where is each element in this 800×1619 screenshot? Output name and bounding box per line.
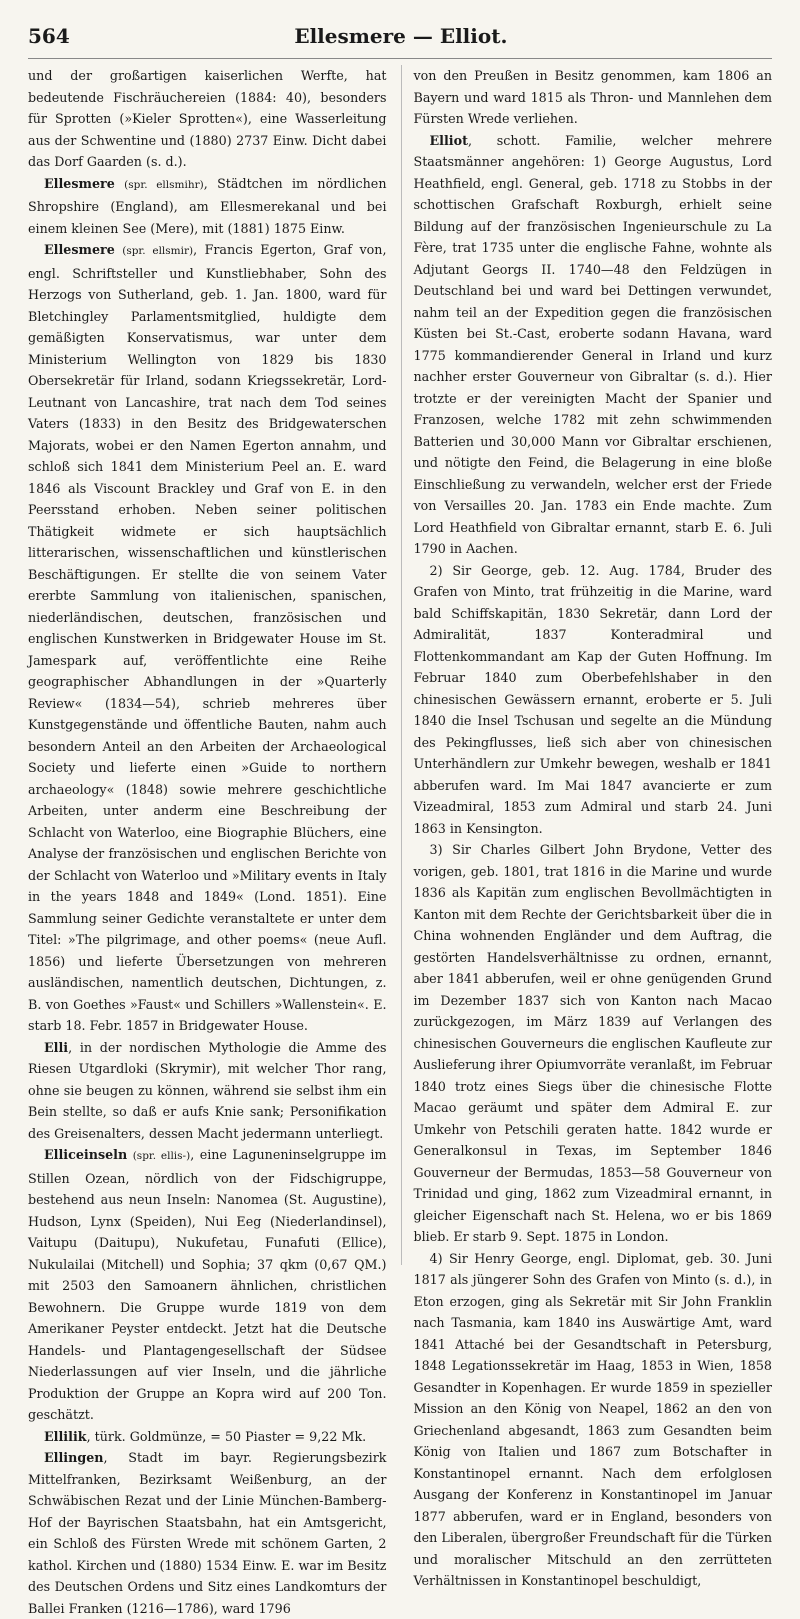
entry-headword: Elliceinseln (44, 1147, 128, 1162)
entry-elliceinseln (28, 1144, 387, 1426)
entry-ellesmere-earl (28, 239, 387, 1037)
running-head: Ellesmere — Elliot. (294, 24, 508, 48)
pronunciation: (spr. ellis-) (132, 1150, 191, 1162)
entry-continuation: und der großartigen kaiserlichen Werfte, hat bedeutende Fischräuchereien (1884: 40), besonders für Sprotten (»Kieler Sprotten«), eine Wasserleitung aus der Schwentine und (1880) 2737 Einw. Dicht dabei das Dorf Gaarden (s. d.). (28, 68, 387, 169)
entry-elli (28, 1037, 387, 1145)
entry-headword: Ellesmere (44, 175, 115, 191)
pronunciation: (spr. ellsmir) (122, 245, 194, 257)
entry-elliot (414, 130, 773, 560)
page-number: 564 (28, 24, 70, 48)
entry-ellesmere-town (28, 173, 387, 240)
entry-elliot-3: 3) Sir Charles Gilbert John Brydone, Vetter des vorigen, geb. 1801, trat 1816 in die Marine und wurde 1836 als Kapitän zum englischen Bevollmächtigten in Kanton mit dem Rechte der Gerichtsbarkeit über die in China wohnenden Engländer und dem Auftrag, die gestörten Handelsverhältnisse zu ordnen, ernannt, aber 1841 abberufen, weil er ohne genügenden Grund im Dezember 1837 sich von Kanton nach Macao zurückgezogen, im März 1839 auf Verlangen des chinesischen Gouverneurs die englischen Kaufleute zur Auslieferung ihrer Opiumvorräte veranlaßt, im Februar 1840 trotz eines Siegs über die chinesische Flotte Macao geräumt und später dem Admiral E. zur Umkehr von Petschili geraten hatte. 1842 wurde er Generalkonsul in Texas, im September 1846 Gouverneur der Bermudas, 1853—58 Gouverneur von Trinidad und ging, 1862 zum Vizeadmiral ernannt, in gleicher Eigenschaft nach St. Helena, wo er bis 1869 blieb. Er starb 9. Sept. 1875 in London. (413, 842, 772, 1244)
entry-headword: Elliot (429, 132, 468, 148)
entry-text: , Stadt im bayr. Regierungsbezirk Mittelfranken, Bezirksamt Weißenburg, an der Schwäbischen Rezat und der Linie München-Bamberg-Hof der Bayrischen Staatsbahn, hat ein Amtsgericht, ein Schloß des Fürsten Wrede mit schönem Garten, 2 kathol. Kirchen und (1880) 1534 Einw. E. war im Besitz des Deutschen Ordens und Sitz eines Landkomturs der Ballei Franken (1216—1786), ward 1796 (28, 1450, 387, 1616)
entry-headword: Ellesmere (44, 242, 115, 257)
left-column (28, 65, 387, 1616)
entry-headword: Elli (44, 1039, 69, 1055)
entry-elliot-4: 4) Sir Henry George, engl. Diplomat, geb. 30. Juni 1817 als jüngerer Sohn des Grafen von Minto (s. d.), in Eton erzogen, ging als Sekretär mit Sir John Franklin nach Tasmania, kam 1840 ins Auswärtige Amt, ward 1841 Attaché bei der Gesandtschaft in Petersburg, 1848 Legationssekretär im Haag, 1853 in Wien, 1858 Gesandter in Kopenhagen. Er wurde 1859 in spezieller Mission an den König von Neapel, 1862 an den von Griechenland abgesandt, 1863 zum Gesandten beim König von Italien und 1867 zum Botschafter in Konstantinopel ernannt. Nach dem erfolglosen Ausgang der Konferenz in Konstantinopel im Januar 1877 abberufen, ward er in England, besonders von den Liberalen, übergroßer Freundschaft für die Türken und moralischer Mitschuld an den zerrütteten Verhältnissen in Konstantinopel beschuldigt, (413, 1250, 772, 1588)
entry-continuation: von den Preußen in Besitz genommen, kam 1806 an Bayern und ward 1815 als Thron- und Mannlehen dem Fürsten Wrede verliehen. (413, 68, 772, 126)
entry-text: , schott. Familie, welcher mehrere Staatsmänner angehören: 1) George Augustus, Lord Heathfield, engl. General, geb. 1718 zu Stobbs in der schottischen Grafschaft Roxburgh, erhielt seine Bildung auf der französischen Ingenieurschule zu La Fère, trat 1735 unter die englische Fahne, wohnte als Adjutant Georgs II. 1740—48 den Feldzügen in Deutschland bei und ward bei Dettingen verwundet, nahm teil an der Expedition gegen die französischen Küsten bei St.-Cast, eroberte sodann Havana, ward 1775 kommandierender General in Irland und kurz nachher erster Gouverneur von Gibraltar (s. d.). Hier trotzte er der vereinigten Macht der Spanier und Franzosen, welche 1782 mit zehn schwimmenden Batterien und 30,000 Mann vor Gibraltar erschienen, und nötigte den Feind, die Belagerung in eine bloße Einschließung zu verwandeln, welcher erst der Friede von Versailles 20. Jan. 1783 ein Ende machte. Zum Lord Heathfield von Gibraltar ernannt, starb E. 6. Juli 1790 in Aachen. (413, 132, 772, 556)
entry-ellilik (28, 1426, 387, 1448)
entry-headword: Ellingen (44, 1450, 104, 1465)
pronunciation: (spr. ellsmihr) (124, 178, 204, 191)
entry-text: , Francis Egerton, Graf von, engl. Schriftsteller und Kunstliebhaber, Sohn des Herzogs von Sutherland, geb. 1. Jan. 1800, ward für Bletchingley Parlamentsmitglied, huldigte dem gemäßigten Konservatismus, war unter dem Ministerium Wellington von 1829 bis 1830 Obersekretär für Irland, sodann Kriegssekretär, Lord-Leutnant von Lancashire, trat nach dem Tod seines Vaters (1833) in den Besitz des Bridgewaterschen Majorats, wobei er den Namen Egerton annahm, und schloß sich 1841 dem Ministerium Peel an. E. ward 1846 als Viscount Brackley und Graf von E. in den Peersstand erhoben. Neben seiner politischen Thätigkeit widmete er sich hauptsächlich litterarischen, wissenschaftlichen und künstlerischen Beschäftigungen. Er stellte die von seinem Vater ererbte Sammlung von italienischen, spanischen, niederländischen, deutschen, französischen und englischen Kunstwerken in Bridgewater House im St. Jamespark auf, veröffentlichte eine Reihe geographischer Abhandlungen in der »Quarterly Review« (1834—54), schrieb mehreres über Kunstgegenstände und öffentliche Bauten, nahm auch besondern Anteil an den Arbeiten der Archaeological Society und lieferte einen »Guide to northern archaeology« (1848) sowie mehrere geschichtliche Arbeiten, unter anderm eine Beschreibung der Schlacht von Waterloo, eine Biographie Blüchers, eine Analyse der französischen und englischen Berichte von der Schlacht von Waterloo und »Military events in Italy in the years 1848 and 1849« (Lond. 1851). Eine Sammlung seiner Gedichte veranstaltete er unter dem Titel: »The pilgrimage, and other poems« (neue Aufl. 1856) und lieferte Übersetzungen von mehreren ausländischen, namentlich deutschen, Dichtungen, z. B. von Goethes »Faust« und Schillers »Wallenstein«. E. starb 18. Febr. 1857 in Bridgewater House. (28, 242, 387, 1033)
page-header (28, 24, 772, 59)
entry-text: , Städtchen im nördlichen Shropshire (England), am Ellesmerekanal und bei einem kleinen See (Mere), mit (1881) 1875 Einw. (28, 175, 387, 236)
entry-ellingen (28, 1447, 387, 1619)
entry-elliot-2: 2) Sir George, geb. 12. Aug. 1784, Bruder des Grafen von Minto, trat frühzeitig in die Marine, ward bald Schiffskapitän, 1830 Sekretär, dann Lord der Admiralität, 1837 Konteradmiral und Flottenkommandant am Kap der Guten Hoffnung. Im Februar 1840 zum Oberbefehlshaber in den chinesischen Gewässern ernannt, eroberte er 5. Juli 1840 die Insel Tschusan und segelte an die Mündung des Pekingflusses, ließ sich aber von chinesischen Unterhändlern zur Umkehr bewegen, weshalb er 1841 abberufen ward. Im Mai 1847 avancierte er zum Vizeadmiral, 1853 zum Admiral und starb 24. Juni 1863 in Kensington. (413, 562, 772, 836)
text-columns (28, 65, 772, 1616)
entry-text: , in der nordischen Mythologie die Amme des Riesen Utgardloki (Skrymir), mit welcher Thor rang, ohne sie beugen zu können, während sie selbst ihm ein Bein stellte, so daß er aufs Knie sank; Personifikation des Greisenalters, dessen Macht jedermann unterliegt. (28, 1039, 387, 1141)
entry-headword: Ellilik (44, 1428, 87, 1444)
right-column (401, 65, 773, 1588)
entry-text: , eine Laguneninselgruppe im Stillen Ozean, nördlich von der Fidschigruppe, bestehend aus neun Inseln: Nanomea (St. Augustine), Hudson, Lynx (Speiden), Nui Eeg (Niederlandinsel), Vaitupu (Daitupu), Nukufetau, Funafuti (Ellice), Nukulailai (Mitchell) und Sophia; 37 qkm (0,67 QM.) mit 2503 den Samoanern ähnlichen, christlichen Bewohnern. Die Gruppe wurde 1819 von dem Amerikaner Peyster entdeckt. Jetzt hat die Deutsche Handels- und Plantagengesellschaft der Südsee Niederlassungen auf vier Inseln, und die jährliche Produktion der Gruppe an Kopra wird auf 200 Ton. geschätzt. (28, 1147, 387, 1422)
entry-text: , türk. Goldmünze, = 50 Piaster = 9,22 Mk. (86, 1428, 367, 1444)
